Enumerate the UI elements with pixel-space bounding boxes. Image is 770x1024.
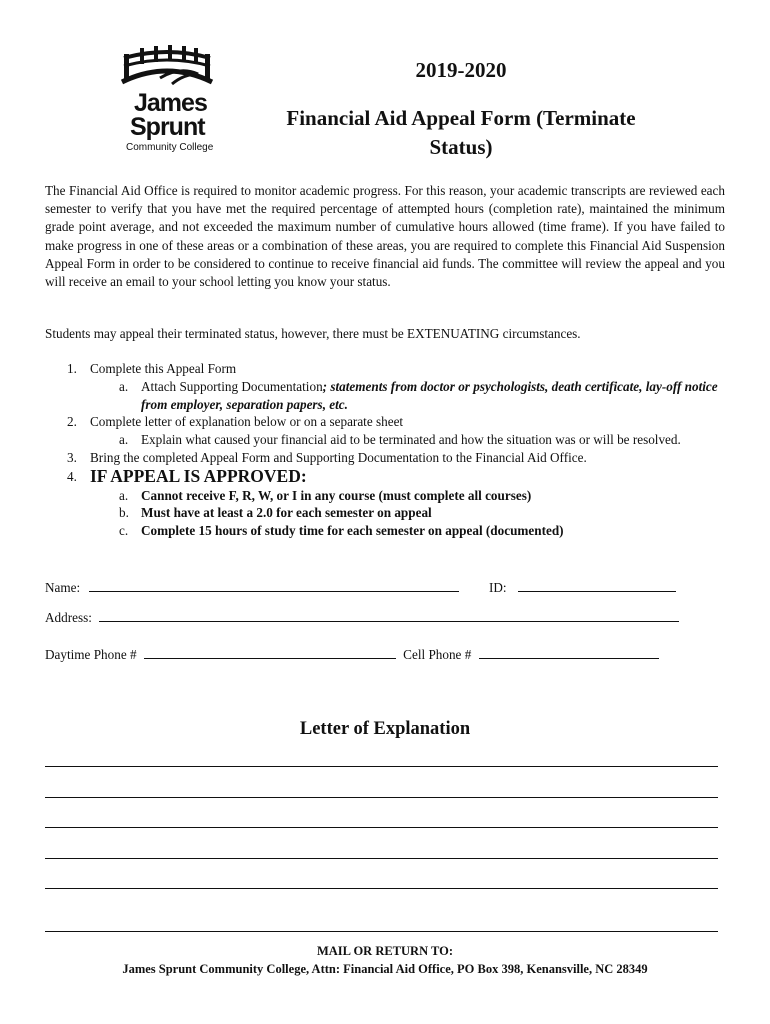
list-subitem: a. Attach Supporting Documentation; statements from doctor or psychologists, death certificate, lay-off notice from employer, separation papers, etc. xyxy=(119,378,718,412)
list-item: 2. Complete letter of explanation below or on a separate sheet xyxy=(67,414,404,430)
list-subitem: c. Complete 15 hours of study time for each semester on appeal (documented) xyxy=(119,523,564,539)
id-row xyxy=(489,579,676,596)
address-row xyxy=(45,609,679,626)
letter-line[interactable] xyxy=(45,797,718,798)
logo-text-sprunt: Sprunt xyxy=(130,113,205,141)
daytime-phone-field[interactable] xyxy=(144,646,396,659)
list-subitem: b. Must have at least a 2.0 for each semester on appeal xyxy=(119,505,432,521)
name-label: Name: xyxy=(45,580,81,595)
bridge-icon xyxy=(120,44,220,92)
condition-c: Complete 15 hours of study time for each semester on appeal (documented) xyxy=(141,523,564,539)
instructions-list xyxy=(45,360,735,540)
extenuating-notice: Students may appeal their terminated status, however, there must be EXTENUATING circumstances. xyxy=(45,326,581,341)
form-title: Financial Aid Appeal Form (Terminate Status) xyxy=(286,106,636,159)
address-field[interactable] xyxy=(99,609,679,622)
step-1-text: Complete this Appeal Form xyxy=(90,361,237,376)
letter-line[interactable] xyxy=(45,858,718,859)
step-3-text: Bring the completed Appeal Form and Supporting Documentation to the Financial Aid Office. xyxy=(90,449,587,465)
step-2-text: Complete letter of explanation below or on a separate sheet xyxy=(90,414,404,430)
condition-b: Must have at least a 2.0 for each semester on appeal xyxy=(141,505,432,521)
cell-phone-label: Cell Phone # xyxy=(403,647,472,662)
id-field[interactable] xyxy=(518,579,676,592)
intro-paragraph: The Financial Aid Office is required to monitor academic progress. For this reason, your academic transcripts are reviewed each semester to verify that you have met the required percentage of attempted hours (completion rate), maintained the minimum grade point average, and not exceeded the maximum number of cumulative hours allowed (time frame). If you have failed to make progress in one of these areas or a combination of these areas, you are required to complete this Financial Aid Suspension Appeal Form in order to be considered to continue to receive financial aid funds. The committee will review the appeal and you will receive an email to your school letting you know your status. xyxy=(45,183,725,290)
letter-line[interactable] xyxy=(45,931,718,932)
logo-text-community-college: Community College xyxy=(126,142,214,153)
college-logo xyxy=(120,44,220,156)
mailing-address: James Sprunt Community College, Attn: Financial Aid Office, PO Box 398, Kenansville, NC 28349 xyxy=(122,962,648,976)
daytime-phone-label: Daytime Phone # xyxy=(45,647,137,662)
letter-line[interactable] xyxy=(45,827,718,828)
step-1a-text: Attach Supporting Documentation xyxy=(141,378,323,394)
letter-line[interactable] xyxy=(45,888,718,889)
list-item: 4. IF APPEAL IS APPROVED: xyxy=(67,465,307,486)
list-item: 1. Complete this Appeal Form xyxy=(67,361,237,376)
letter-line[interactable] xyxy=(45,766,718,767)
list-item: 3. Bring the completed Appeal Form and Supporting Documentation to the Financial Aid Office. xyxy=(67,449,587,465)
form-year: 2019-2020 xyxy=(415,58,507,82)
list-subitem: a. Explain what caused your financial aid to be terminated and how the situation was or will be resolved. xyxy=(119,432,681,448)
name-row xyxy=(45,579,459,596)
cell-phone-field[interactable] xyxy=(479,646,659,659)
step-1a-examples: ; statements from doctor or psychologists, death certificate, lay-off notice from employer, separation papers, etc. xyxy=(141,378,718,412)
address-label: Address: xyxy=(45,610,92,625)
list-subitem: a. Cannot receive F, R, W, or I in any course (must complete all courses) xyxy=(119,487,532,503)
phone-row xyxy=(45,646,659,663)
id-label: ID: xyxy=(489,580,507,595)
condition-a: Cannot receive F, R, W, or I in any course (must complete all courses) xyxy=(141,487,532,503)
letter-heading: Letter of Explanation xyxy=(299,719,471,739)
logo-text-james: James xyxy=(134,89,207,117)
name-field[interactable] xyxy=(89,579,459,592)
mail-return-heading: MAIL OR RETURN TO: xyxy=(316,944,454,958)
step-2a-text: Explain what caused your financial aid to be terminated and how the situation was or will be resolved. xyxy=(141,432,681,448)
step-4-heading: IF APPEAL IS APPROVED: xyxy=(90,465,307,486)
